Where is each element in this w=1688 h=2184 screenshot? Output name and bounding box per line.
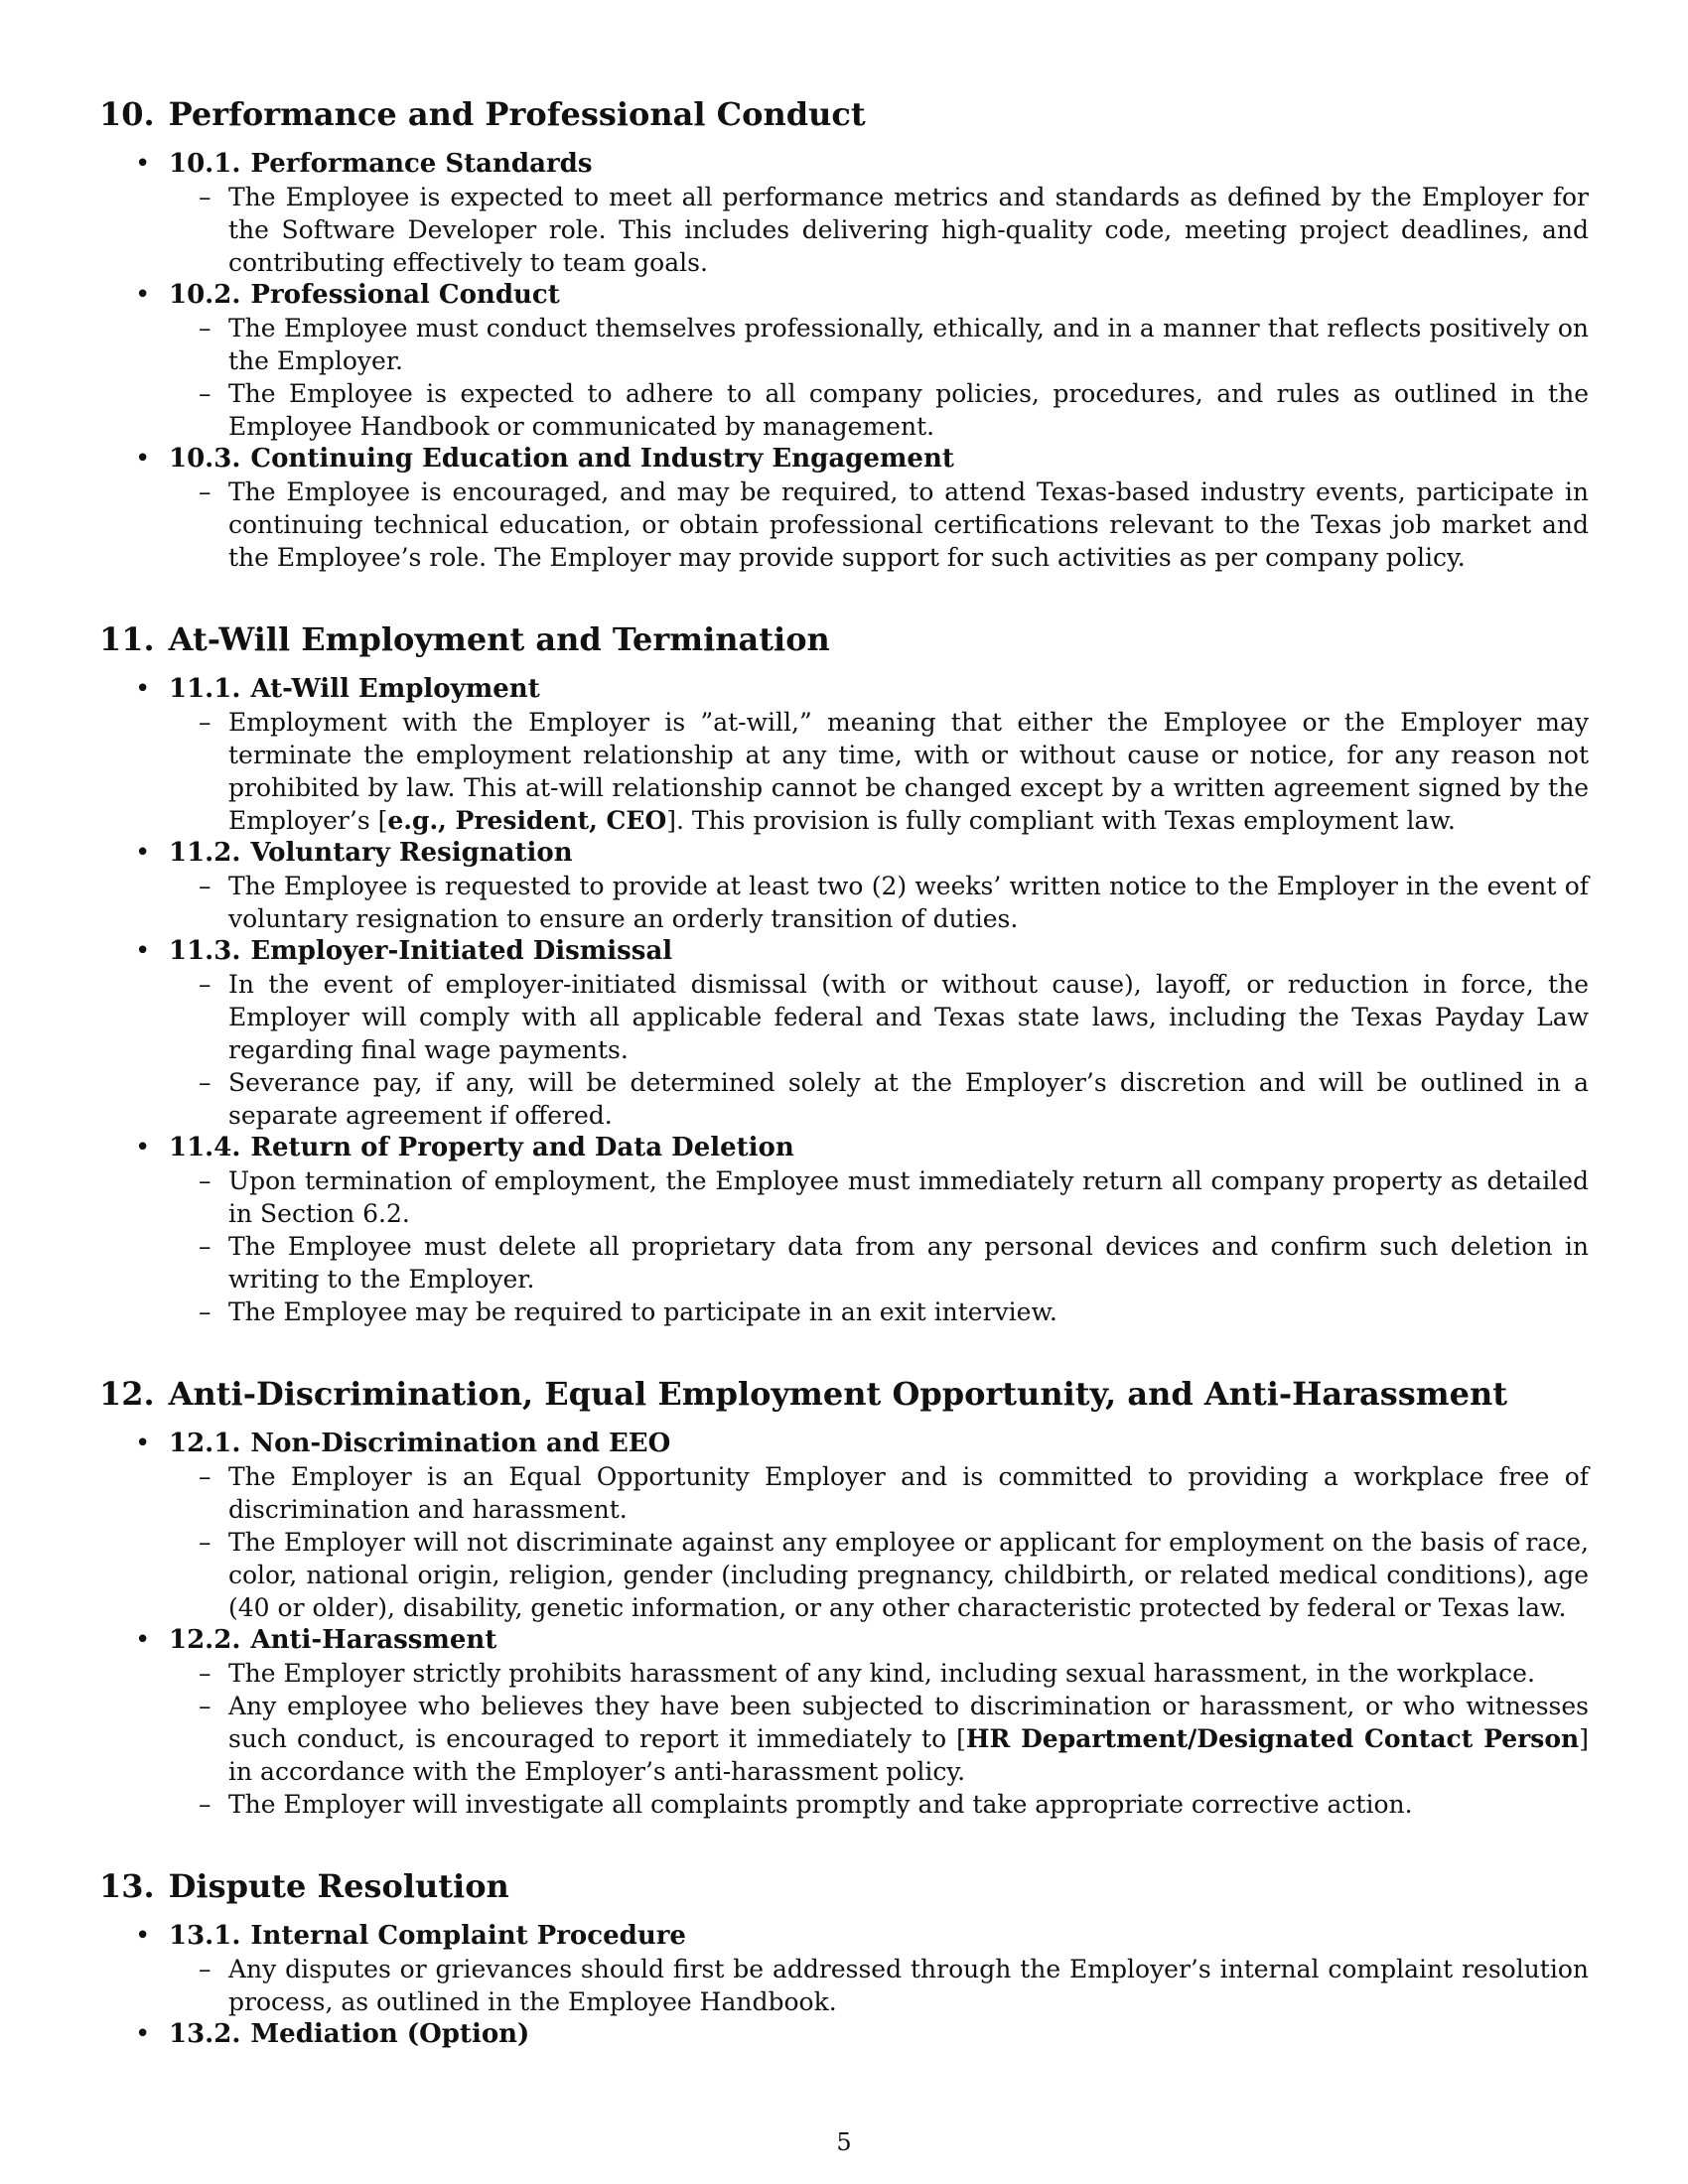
subsection-number: 11.1. [169, 674, 241, 704]
placeholder-text: HR Department/Designated Contact Person [965, 1724, 1580, 1753]
section-title: Anti-Discrimination, Equal Employment Opportunity, and Anti-Harassment [168, 1375, 1508, 1413]
clause [169, 1296, 1589, 1328]
subsection-title: Voluntary Resignation [250, 838, 573, 868]
subsection [99, 1624, 1589, 1821]
subsection-heading [169, 443, 1589, 476]
section-heading [99, 1374, 1589, 1414]
clause-text: The Employer will investigate all complaints promptly and take appropriate corrective action. [228, 1790, 1413, 1819]
clause-list [169, 181, 1589, 279]
subsection-title: Return of Property and Data Deletion [250, 1133, 794, 1162]
subsection-number: 12.1. [169, 1429, 241, 1458]
subsection [99, 1920, 1589, 2018]
section [99, 1866, 1589, 2051]
subsection-title: At-Will Employment [250, 674, 540, 704]
subsection-title: Employer-Initiated Dismissal [250, 936, 673, 966]
clause [169, 181, 1589, 279]
subsection [99, 148, 1589, 279]
clause-text: The Employee must conduct themselves professionally, ethically, and in a manner that reflects positively on the Employer. [228, 314, 1589, 375]
subsection-number: 10.1. [169, 149, 241, 179]
clause-text: Any employee who believes they have been subjected to discrimination or harassment, or who witnesses such conduct, is encouraged to report it immediately to [ [228, 1692, 1589, 1753]
clause [169, 870, 1589, 935]
clause-list [169, 706, 1589, 837]
subsection-number: 13.2. [169, 2019, 241, 2049]
clause-text: The Employee must delete all proprietary data from any personal devices and confirm such deletion in writing to the Employer. [228, 1232, 1589, 1294]
subsection-list [99, 673, 1589, 1328]
clause [169, 1953, 1589, 2018]
subsection [99, 935, 1589, 1132]
clause [169, 1066, 1589, 1132]
subsection-heading [169, 1132, 1589, 1164]
subsection-heading [169, 1624, 1589, 1657]
clause [169, 706, 1589, 837]
clause-text: The Employee is expected to meet all performance metrics and standards as defined by the Employer for the Software Developer role. This includes delivering high-quality code, meeting project deadlines, and contributing effectively to team goals. [228, 183, 1589, 277]
clause [169, 1164, 1589, 1230]
subsection [99, 443, 1589, 574]
section [99, 619, 1589, 1328]
subsection-list [99, 148, 1589, 574]
subsection-number: 11.4. [169, 1133, 241, 1162]
clause-list [169, 312, 1589, 443]
subsection-number: 11.2. [169, 838, 241, 868]
clause-text: The Employer strictly prohibits harassment of any kind, including sexual harassment, in the workplace. [228, 1659, 1535, 1688]
section-title: Performance and Professional Conduct [168, 95, 866, 133]
clause [169, 1657, 1589, 1690]
subsection-list [99, 1428, 1589, 1821]
clause [169, 476, 1589, 574]
section-heading [99, 94, 1589, 134]
document-body [99, 94, 1589, 2097]
subsection-heading [169, 148, 1589, 181]
subsection [99, 279, 1589, 443]
clause [169, 1788, 1589, 1821]
clause-text: In the event of employer-initiated dismissal (with or without cause), layoff, or reduction in force, the Employer will comply with all applicable federal and Texas state laws, including the Texas Payday Law regarding final wage payments. [228, 970, 1589, 1064]
subsection-number: 13.1. [169, 1921, 241, 1951]
subsection-title: Internal Complaint Procedure [250, 1921, 686, 1951]
subsection-number: 11.3. [169, 936, 241, 966]
subsection-heading [169, 2018, 1589, 2051]
subsection-heading [169, 1428, 1589, 1460]
subsection [99, 837, 1589, 935]
subsection-list [99, 1920, 1589, 2051]
section-heading [99, 1866, 1589, 1906]
clause-list [169, 968, 1589, 1132]
subsection-title: Mediation (Option) [250, 2019, 530, 2049]
subsection-number: 12.2. [169, 1625, 241, 1655]
clause-text: The Employee is encouraged, and may be required, to attend Texas-based industry events, participate in continuing technical education, or obtain professional certifications relevant to the Texas job market and the Employee’s role. The Employer may provide support for such activities as per company policy. [228, 478, 1589, 572]
section [99, 94, 1589, 574]
subsection-heading [169, 673, 1589, 706]
clause-text: The Employee may be required to participate in an exit interview. [228, 1297, 1057, 1326]
clause-text: The Employer is an Equal Opportunity Employer and is committed to providing a workplace free of discrimination and harassment. [228, 1462, 1589, 1524]
clause [169, 1690, 1589, 1788]
clause [169, 377, 1589, 443]
clause-text: ]. This provision is fully compliant with Texas employment law. [666, 806, 1456, 835]
clause [169, 1460, 1589, 1526]
subsection-heading [169, 279, 1589, 312]
section [99, 1374, 1589, 1821]
clause-text: Employment with the Employer is ”at-will,” meaning that either the Employee or the Employer may terminate the employment relationship at any time, with or without cause or notice, for any reason not prohibited by law. This at-will relationship cannot be changed except by a written agreement signed by the Employer’s [ [228, 708, 1589, 835]
placeholder-text: e.g., President, CEO [387, 806, 667, 835]
subsection-title: Professional Conduct [250, 280, 560, 310]
subsection-heading [169, 1920, 1589, 1953]
section-number: 12. [99, 1375, 155, 1413]
clause-text: Any disputes or grievances should first be addressed through the Employer’s internal complaint resolution process, as outlined in the Employee Handbook. [228, 1955, 1589, 2016]
subsection-title: Continuing Education and Industry Engagement [250, 444, 954, 474]
section-number: 13. [99, 1867, 155, 1905]
subsection [99, 2018, 1589, 2051]
clause-list [169, 1657, 1589, 1821]
clause [169, 1230, 1589, 1296]
clause-list [169, 476, 1589, 574]
subsection-heading [169, 935, 1589, 968]
clause-list [169, 870, 1589, 935]
subsection-number: 10.3. [169, 444, 241, 474]
section-number: 11. [99, 620, 155, 658]
page-number: 5 [836, 2128, 852, 2156]
clause-text: The Employer will not discriminate against any employee or applicant for employment on the basis of race, color, national origin, religion, gender (including pregnancy, childbirth, or related medical conditions), age (40 or older), disability, genetic information, or any other characteristic protected by federal or Texas law. [228, 1528, 1589, 1622]
clause [169, 968, 1589, 1066]
section-title: Dispute Resolution [168, 1867, 509, 1905]
subsection-number: 10.2. [169, 280, 241, 310]
subsection-title: Performance Standards [250, 149, 593, 179]
section-title: At-Will Employment and Termination [168, 620, 830, 658]
subsection [99, 1132, 1589, 1328]
section-heading [99, 619, 1589, 659]
clause-list [169, 1953, 1589, 2018]
subsection-title: Non-Discrimination and EEO [250, 1429, 671, 1458]
subsection [99, 1428, 1589, 1624]
clause [169, 312, 1589, 377]
clause-list [169, 1164, 1589, 1328]
clause-text: The Employee is requested to provide at least two (2) weeks’ written notice to the Employer in the event of voluntary resignation to ensure an orderly transition of duties. [228, 872, 1589, 933]
clause-text: The Employee is expected to adhere to all company policies, procedures, and rules as outlined in the Employee Handbook or communicated by management. [228, 379, 1589, 441]
subsection-heading [169, 837, 1589, 870]
section-number: 10. [99, 95, 155, 133]
subsection-title: Anti-Harassment [250, 1625, 497, 1655]
subsection [99, 673, 1589, 837]
clause-text: Upon termination of employment, the Employee must immediately return all company property as detailed in Section 6.2. [228, 1166, 1589, 1228]
clause [169, 1526, 1589, 1624]
clause-text: Severance pay, if any, will be determined solely at the Employer’s discretion and will be outlined in a separate agreement if offered. [228, 1068, 1589, 1130]
clause-text: ] in accordance with the Employer’s anti-harassment policy. [228, 1724, 1589, 1786]
clause-list [169, 1460, 1589, 1624]
